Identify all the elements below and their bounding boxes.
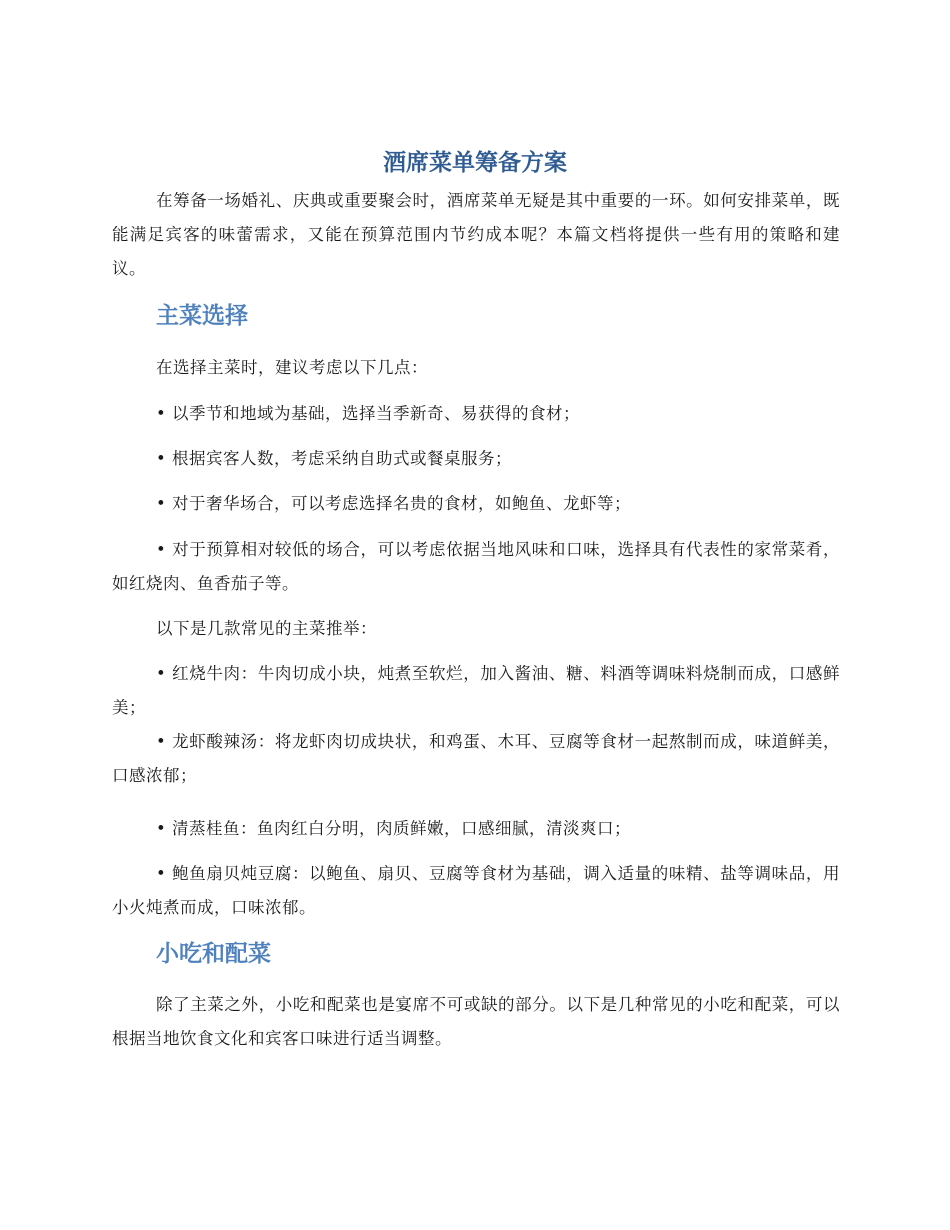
document-title: 酒席菜单筹备方案 — [383, 150, 567, 176]
recommend-lead: 以下是几款常见的主菜推举： — [156, 619, 377, 638]
section-heading-main-dishes: 主菜选择 — [156, 303, 248, 329]
dish-item: • 清蒸桂鱼：鱼肉红白分明，肉质鲜嫩，口感细腻，清淡爽口； — [156, 819, 631, 838]
main-dishes-point: • 以季节和地域为基础，选择当季新奇、易获得的食材； — [156, 404, 580, 423]
dish-item: • 鲍鱼扇贝炖豆腐：以鲍鱼、扇贝、豆腐等食材为基础，调入适量的味精、盐等调味品，用小火炖煮而成，口味浓郁。 — [112, 864, 840, 917]
main-dishes-point: • 对于预算相对较低的场合，可以考虑依据当地风味和口味，选择具有代表性的家常菜肴，如红烧肉、鱼香茄子等。 — [112, 540, 840, 593]
section-heading-snacks: 小吃和配菜 — [156, 941, 271, 967]
snacks-paragraph: 除了主菜之外，小吃和配菜也是宴席不可或缺的部分。以下是几种常见的小吃和配菜，可以根据当地饮食文化和宾客口味进行适当调整。 — [112, 995, 840, 1048]
main-dishes-lead: 在选择主菜时，建议考虑以下几点： — [156, 358, 428, 377]
dish-item: • 龙虾酸辣汤：将龙虾肉切成块状，和鸡蛋、木耳、豆腐等食材一起熬制而成，味道鲜美，口感浓郁； — [112, 732, 840, 785]
main-dishes-point: • 根据宾客人数，考虑采纳自助式或餐桌服务； — [156, 449, 512, 468]
intro-paragraph: 在筹备一场婚礼、庆典或重要聚会时，酒席菜单无疑是其中重要的一环。如何安排菜单，既能满足宾客的味蕾需求，又能在预算范围内节约成本呢？本篇文档将提供一些有用的策略和建议。 — [112, 191, 840, 278]
main-dishes-point: • 对于奢华场合，可以考虑选择名贵的食材，如鲍鱼、龙虾等； — [156, 494, 631, 513]
dish-item: • 红烧牛肉：牛肉切成小块，炖煮至软烂，加入酱油、糖、料酒等调味料烧制而成，口感鲜美； — [112, 664, 840, 717]
